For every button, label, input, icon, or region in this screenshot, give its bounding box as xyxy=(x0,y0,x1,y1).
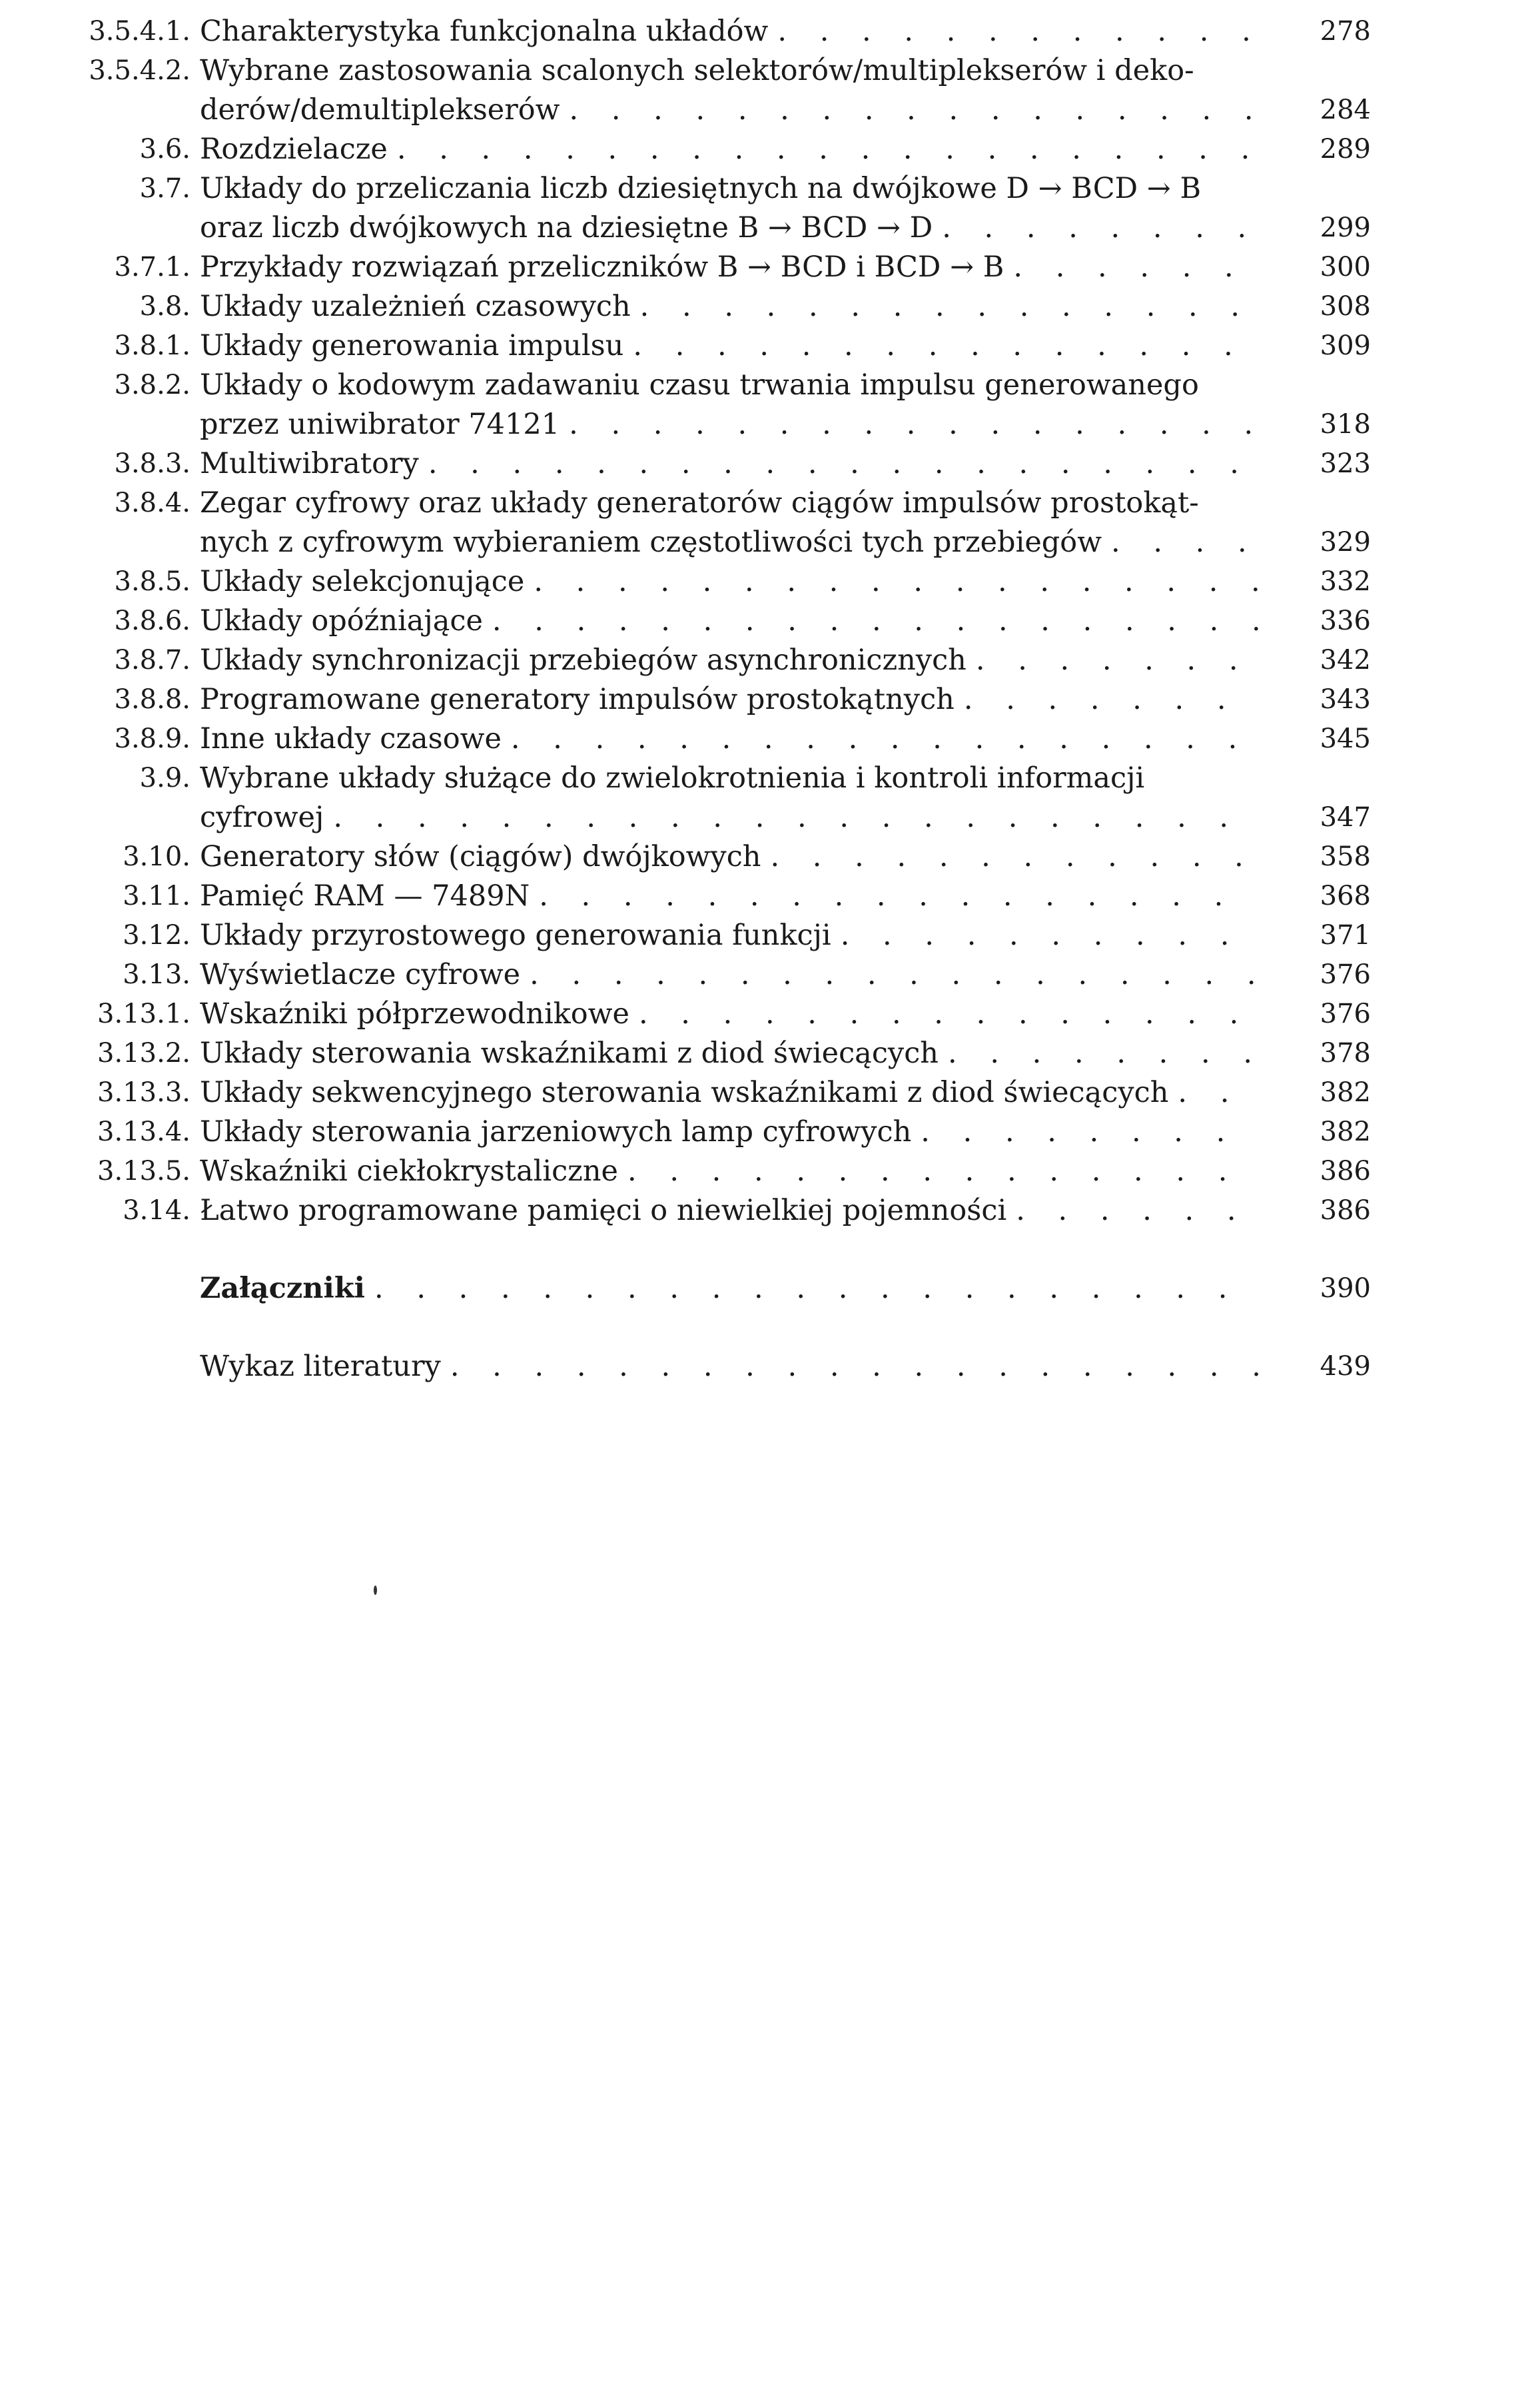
toc-entry-page: 300 xyxy=(1320,252,1371,282)
toc-entry-page: 358 xyxy=(1320,841,1371,872)
toc-entry-title xyxy=(200,995,1259,1034)
toc-entry-number: 3.7.1. xyxy=(114,252,191,282)
toc-entry-page: 378 xyxy=(1320,1038,1371,1069)
dot-leader xyxy=(365,1269,1259,1308)
toc-entry xyxy=(80,562,1379,602)
toc-annex-title xyxy=(200,1347,1259,1386)
toc-entry-title xyxy=(200,877,1259,916)
dot-leader xyxy=(631,287,1259,326)
toc-entry xyxy=(80,1191,1379,1230)
toc-entry-page: 299 xyxy=(1320,213,1371,243)
spacer xyxy=(80,1230,1379,1269)
dot-leader xyxy=(520,955,1259,995)
toc-entry-page: 309 xyxy=(1320,330,1371,361)
toc-annex-page: 439 xyxy=(1320,1351,1371,1382)
toc-entry-number: 3.5.4.2. xyxy=(89,55,191,86)
toc-annex-entry xyxy=(80,1347,1379,1386)
toc-entry-number-empty xyxy=(80,1347,200,1386)
toc-entry-title-line: Układy selekcjonujące xyxy=(200,565,525,598)
dot-leader xyxy=(831,916,1259,955)
toc-entry-title-line: Układy generowania impulsu xyxy=(200,329,624,362)
toc-entry-title-line: Układy o kodowym zadawaniu czasu trwania impulsu generowanego xyxy=(200,368,1199,402)
toc-entry-number: 3.13.1. xyxy=(97,999,191,1029)
dot-leader xyxy=(1004,248,1259,287)
toc-entry-title xyxy=(200,759,1259,837)
toc-entry-title xyxy=(200,1073,1259,1113)
toc-entry-title xyxy=(200,602,1259,641)
toc-entry-page: 342 xyxy=(1320,645,1371,676)
toc-entry-title xyxy=(200,326,1259,366)
toc-entry-title-line: Wybrane zastosowania scalonych selektorów/multiplekserów i deko- xyxy=(200,54,1194,87)
toc-entry-page: 336 xyxy=(1320,606,1371,636)
toc-entry-title-line: Generatory słów (ciągów) dwójkowych xyxy=(200,840,761,873)
toc-entry-title xyxy=(200,444,1259,484)
dot-leader xyxy=(768,12,1259,51)
toc-entry-title xyxy=(200,562,1259,602)
toc-entry-title xyxy=(200,169,1259,248)
toc-entry-title-line: nych z cyfrowym wybieraniem częstotliwości tych przebiegów xyxy=(200,526,1102,559)
toc-entry-number: 3.5.4.1. xyxy=(89,16,191,47)
toc-entry-title-line: Układy do przeliczania liczb dziesiętnych na dwójkowe D → BCD → B xyxy=(200,172,1202,205)
toc-entry-title xyxy=(200,916,1259,955)
toc-entry-page: 318 xyxy=(1320,409,1371,440)
toc-entry xyxy=(80,366,1379,444)
toc-entry-number: 3.8.6. xyxy=(114,606,191,636)
toc-entry-title-line: Przykłady rozwiązań przeliczników B → BCD i BCD → B xyxy=(200,250,1004,284)
spacer xyxy=(80,1308,1379,1347)
toc-entry xyxy=(80,1034,1379,1073)
toc-entry-number: 3.8.8. xyxy=(114,684,191,715)
toc-entry-title-line: Wskaźniki ciekłokrystaliczne xyxy=(200,1155,618,1188)
toc-entry-number-empty xyxy=(80,1269,200,1308)
toc-entry xyxy=(80,759,1379,837)
toc-entry-title xyxy=(200,130,1259,169)
dot-leader xyxy=(560,91,1259,130)
toc-entry-title-line: Wyświetlacze cyfrowe xyxy=(200,958,521,991)
toc-entry-page: 376 xyxy=(1320,999,1371,1029)
toc-entry-page: 368 xyxy=(1320,881,1371,911)
print-speck xyxy=(374,1586,377,1595)
toc-entry-title xyxy=(200,366,1259,444)
dot-leader xyxy=(1102,523,1259,562)
toc-entry xyxy=(80,877,1379,916)
dot-leader xyxy=(955,680,1259,720)
toc-entry-title-line: Układy sekwencyjnego sterowania wskaźnikami z diod świecących xyxy=(200,1076,1169,1109)
toc-entry-title xyxy=(200,641,1259,680)
dot-leader xyxy=(761,837,1259,877)
toc-entry-title-line: Łatwo programowane pamięci o niewielkiej pojemności xyxy=(200,1194,1007,1227)
toc-entry-page: 382 xyxy=(1320,1077,1371,1108)
toc-entry-title xyxy=(200,955,1259,995)
toc-entry-number: 3.7. xyxy=(139,173,191,204)
toc-entry-page: 382 xyxy=(1320,1117,1371,1147)
toc-entry-page: 371 xyxy=(1320,920,1371,951)
toc-entry xyxy=(80,51,1379,130)
toc-entry-title-line: Układy uzależnień czasowych xyxy=(200,290,631,323)
toc-entry-title-line: Multiwibratory xyxy=(200,447,419,480)
toc-entry-page: 278 xyxy=(1320,16,1371,47)
toc-entry-title xyxy=(200,720,1259,759)
toc-entry-number: 3.13.3. xyxy=(97,1077,191,1108)
toc-entry-number: 3.13. xyxy=(123,959,191,990)
toc-entry-number: 3.12. xyxy=(123,920,191,951)
toc-entry xyxy=(80,720,1379,759)
toc-annex-entry xyxy=(80,1269,1379,1308)
dot-leader xyxy=(502,720,1259,759)
toc-entry xyxy=(80,995,1379,1034)
toc-entry-title-line: Wskaźniki półprzewodnikowe xyxy=(200,997,629,1031)
toc-entry-number: 3.6. xyxy=(139,134,191,165)
toc-entry-page: 347 xyxy=(1320,802,1371,833)
toc-entry-title xyxy=(200,1191,1259,1230)
dot-leader xyxy=(560,405,1259,444)
toc-entry-title-line: derów/demultiplekserów xyxy=(200,93,560,127)
dot-leader xyxy=(419,444,1259,484)
toc-entry-number: 3.11. xyxy=(123,881,191,911)
dot-leader xyxy=(1006,1191,1259,1230)
toc-entry-number: 3.13.4. xyxy=(97,1117,191,1147)
toc-entry xyxy=(80,1152,1379,1191)
dot-leader xyxy=(388,130,1259,169)
toc-entry xyxy=(80,287,1379,326)
dot-leader xyxy=(939,1034,1259,1073)
toc-entry-page: 386 xyxy=(1320,1195,1371,1226)
toc-entry-title xyxy=(200,1113,1259,1152)
toc-entry xyxy=(80,641,1379,680)
toc-entry-title-line: Układy synchronizacji przebiegów asynchronicznych xyxy=(200,644,966,677)
toc-entry xyxy=(80,837,1379,877)
table-of-contents xyxy=(80,12,1379,1386)
toc-entry-page: 332 xyxy=(1320,566,1371,597)
toc-entry-title xyxy=(200,1152,1259,1191)
toc-entry-title-line: Układy opóźniające xyxy=(200,604,483,638)
toc-entry-number: 3.8. xyxy=(139,291,191,322)
dot-leader xyxy=(324,798,1259,837)
toc-entry-title-line: Wybrane układy służące do zwielokrotnienia i kontroli informacji xyxy=(200,761,1145,795)
toc-entry xyxy=(80,248,1379,287)
toc-entry-title-line: cyfrowej xyxy=(200,801,324,834)
toc-entry-title-line: Rozdzielacze xyxy=(200,133,388,166)
toc-entry-title xyxy=(200,1034,1259,1073)
toc-entry-page: 284 xyxy=(1320,95,1371,125)
toc-entry-page: 345 xyxy=(1320,723,1371,754)
toc-entry-page: 289 xyxy=(1320,134,1371,165)
toc-entry-title xyxy=(200,287,1259,326)
toc-entry-title-line: przez uniwibrator 74121 xyxy=(200,408,560,441)
toc-entry-title xyxy=(200,51,1259,130)
toc-entry-title-line: Układy sterowania jarzeniowych lamp cyfrowych xyxy=(200,1115,912,1149)
toc-entry-title xyxy=(200,12,1259,51)
toc-entry-title-line: Układy przyrostowego generowania funkcji xyxy=(200,919,831,952)
dot-leader xyxy=(966,641,1259,680)
toc-entry-title-line: Układy sterowania wskaźnikami z diod świecących xyxy=(200,1037,939,1070)
toc-entry-number: 3.8.7. xyxy=(114,645,191,676)
toc-entry xyxy=(80,916,1379,955)
toc-entry-title xyxy=(200,680,1259,720)
dot-leader xyxy=(933,209,1259,248)
toc-entry-page: 329 xyxy=(1320,527,1371,558)
toc-entry xyxy=(80,326,1379,366)
toc-entry-number: 3.8.1. xyxy=(114,330,191,361)
toc-entry-number: 3.8.3. xyxy=(114,448,191,479)
toc-entry-page: 376 xyxy=(1320,959,1371,990)
toc-entry-number: 3.8.2. xyxy=(114,370,191,400)
toc-entry xyxy=(80,602,1379,641)
toc-entry-title-line: oraz liczb dwójkowych na dziesiętne B → BCD → D xyxy=(200,211,933,244)
toc-entry xyxy=(80,955,1379,995)
toc-entry-title xyxy=(200,484,1259,562)
toc-entry-number: 3.8.5. xyxy=(114,566,191,597)
toc-entry-number: 3.14. xyxy=(123,1195,191,1226)
toc-entry xyxy=(80,1073,1379,1113)
toc-entry-number: 3.13.5. xyxy=(97,1156,191,1187)
toc-entry-title-line: Pamięć RAM — 7489N xyxy=(200,879,530,913)
toc-entry-title-line: Inne układy czasowe xyxy=(200,722,502,755)
toc-entry-number: 3.8.9. xyxy=(114,723,191,754)
dot-leader xyxy=(441,1347,1259,1386)
toc-annex-page: 390 xyxy=(1320,1273,1371,1304)
toc-entry-page: 343 xyxy=(1320,684,1371,715)
toc-entry-number: 3.13.2. xyxy=(97,1038,191,1069)
dot-leader xyxy=(1168,1073,1259,1113)
toc-entry-page: 386 xyxy=(1320,1156,1371,1187)
toc-entry-title xyxy=(200,837,1259,877)
toc-entry-page: 323 xyxy=(1320,448,1371,479)
toc-entry xyxy=(80,1113,1379,1152)
dot-leader xyxy=(530,877,1259,916)
dot-leader xyxy=(483,602,1259,641)
toc-entry-title xyxy=(200,248,1259,287)
toc-annex-title xyxy=(200,1269,1259,1308)
toc-entry xyxy=(80,444,1379,484)
toc-entry-title-line: Programowane generatory impulsów prostokątnych xyxy=(200,683,955,716)
dot-leader xyxy=(618,1152,1259,1191)
toc-entry-number: 3.9. xyxy=(139,763,191,793)
dot-leader xyxy=(623,326,1259,366)
dot-leader xyxy=(629,995,1259,1034)
toc-entry xyxy=(80,680,1379,720)
dot-leader xyxy=(524,562,1259,602)
toc-entry-page: 308 xyxy=(1320,291,1371,322)
toc-entry-title-line: Charakterystyka funkcjonalna układów xyxy=(200,15,769,48)
toc-entry-title-line: Zegar cyfrowy oraz układy generatorów ciągów impulsów prostokąt- xyxy=(200,486,1199,520)
toc-entry-number: 3.8.4. xyxy=(114,488,191,518)
toc-entry xyxy=(80,12,1379,51)
toc-entry xyxy=(80,484,1379,562)
toc-entry-number: 3.10. xyxy=(123,841,191,872)
toc-entry xyxy=(80,130,1379,169)
dot-leader xyxy=(911,1113,1259,1152)
toc-entry xyxy=(80,169,1379,248)
toc-annex-title-text: Wykaz literatury xyxy=(200,1350,441,1383)
toc-annex-title-text: Załączniki xyxy=(200,1272,365,1305)
